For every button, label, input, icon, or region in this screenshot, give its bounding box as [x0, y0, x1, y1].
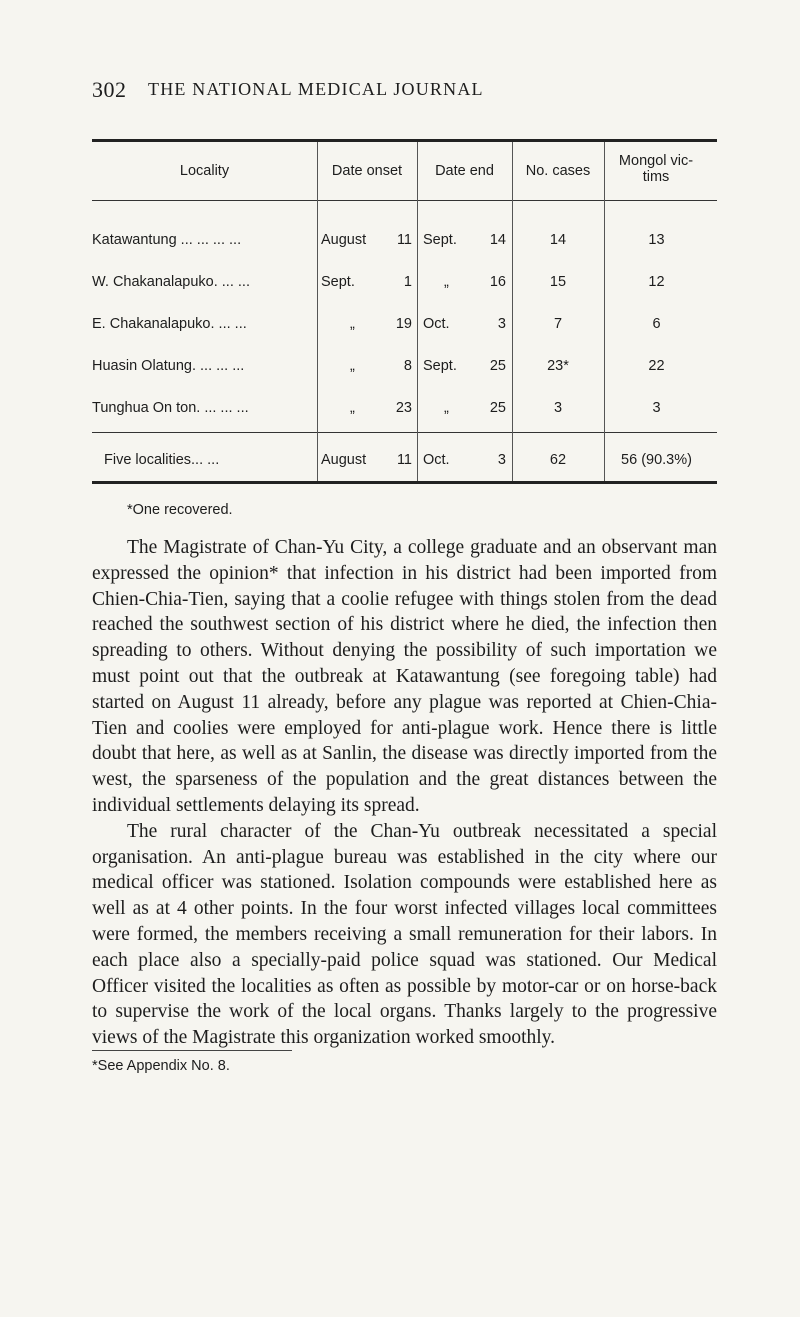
col-header-mongol-victims: Mongol vic-tims: [618, 153, 694, 185]
table-bottom-rule: [92, 481, 717, 484]
cell-onset-day: 1: [403, 274, 412, 290]
total-end-day: 3: [497, 452, 506, 468]
cell-cases: 15: [549, 274, 567, 290]
body-text: [92, 535, 717, 1051]
table-top-rule: [92, 139, 717, 142]
col-header-date-end: Date end: [435, 163, 494, 179]
col-divider: [417, 142, 418, 481]
cell-cases: 14: [549, 232, 567, 248]
paragraph: The rural character of the Chan-Yu outbreak necessitated a special organisation. An anti-plague bureau was established in the city where our medical officer was stationed. Isolation compounds were established here as well as at 4 other points. In the four worst infected villages local committees were formed, the members receiving a small remuneration for their labors. In each place also a specially-paid police squad was stationed. Our Medical Officer visited the localities as often as possible by motor-car or on horse-back to supervise the work of the local organs. Thanks largely to the progressive views of the Magistrate this organization worked smoothly.: [92, 820, 717, 1049]
cell-cases: 7: [553, 316, 563, 332]
col-divider: [317, 142, 318, 481]
col-divider: [604, 142, 605, 481]
cell-end-month: Sept.: [423, 358, 457, 374]
cell-onset-day: 23: [395, 400, 412, 416]
cell-end-day: 14: [489, 232, 506, 248]
cell-onset-month: „: [350, 316, 355, 332]
table-row-locality: E. Chakanalapuko. ... ...: [92, 316, 247, 332]
col-header-date-onset: Date onset: [331, 163, 403, 179]
table-row-locality: Katawantung ... ... ... ...: [92, 232, 242, 248]
cell-onset-month: „: [350, 358, 355, 374]
cell-onset-month: „: [350, 400, 355, 416]
table-footnote: *One recovered.: [127, 502, 233, 518]
cell-victims: 12: [648, 274, 665, 290]
total-row-locality: Five localities... ...: [104, 452, 220, 468]
table-row-locality: Tunghua On ton. ... ... ...: [92, 400, 249, 416]
cell-victims: 3: [652, 400, 661, 416]
table-row-locality: W. Chakanalapuko. ... ...: [92, 274, 250, 290]
running-title: THE NATIONAL MEDICAL JOURNAL: [148, 79, 484, 99]
total-victims: 56 (90.3%): [621, 452, 692, 468]
total-end-month: Oct.: [423, 452, 450, 468]
col-divider: [512, 142, 513, 481]
cell-end-day: 16: [489, 274, 506, 290]
cell-end-month: Oct.: [423, 316, 450, 332]
table-row-locality: Huasin Olatung. ... ... ...: [92, 358, 245, 374]
cell-victims: 13: [648, 232, 665, 248]
cell-end-day: 25: [489, 400, 506, 416]
cell-cases: 3: [553, 400, 563, 416]
cell-victims: 6: [652, 316, 661, 332]
cell-cases: 23*: [547, 358, 569, 374]
paragraph: The Magistrate of Chan-Yu City, a college graduate and an observant man expressed the opinion* that infection in his district had been imported from Chien-Chia-Tien, saying that a coolie refugee with things stolen from the dead reached the southwest section of his district where he died, the infection then spreading to others. Without denying the possibility of such importation we must point out that the outbreak at Katawantung (see foregoing table) had started on August 11 already, before any plague was reported at Chien-Chia-Tien and coolies were employed for anti-plague work. Hence there is little doubt that here, as well as at Sanlin, the disease was directly imported from the west, the sparseness of the population and the great distances between the individual settlements delaying its spread.: [92, 537, 717, 816]
total-cases: 62: [549, 452, 567, 468]
cell-onset-month: August: [321, 232, 367, 248]
col-header-locality: Locality: [179, 163, 230, 179]
cell-onset-day: 11: [396, 232, 412, 248]
cell-onset-month: Sept.: [321, 274, 355, 290]
page-footnote: *See Appendix No. 8.: [92, 1058, 230, 1074]
page-number: 302: [92, 77, 127, 102]
cell-end-month: „: [444, 400, 449, 416]
footnote-rule: [92, 1050, 292, 1051]
cell-end-month: „: [444, 274, 449, 290]
page-header: [92, 77, 732, 107]
total-onset-day: 11: [396, 452, 412, 468]
cell-end-day: 25: [489, 358, 506, 374]
total-top-rule: [92, 432, 717, 433]
cell-victims: 22: [648, 358, 665, 374]
total-onset-month: August: [321, 452, 367, 468]
col-header-no-cases: No. cases: [525, 163, 591, 179]
cell-onset-day: 19: [395, 316, 412, 332]
header-bottom-rule: [92, 200, 717, 201]
cell-end-day: 3: [497, 316, 506, 332]
cell-onset-day: 8: [403, 358, 412, 374]
cell-end-month: Sept.: [423, 232, 457, 248]
